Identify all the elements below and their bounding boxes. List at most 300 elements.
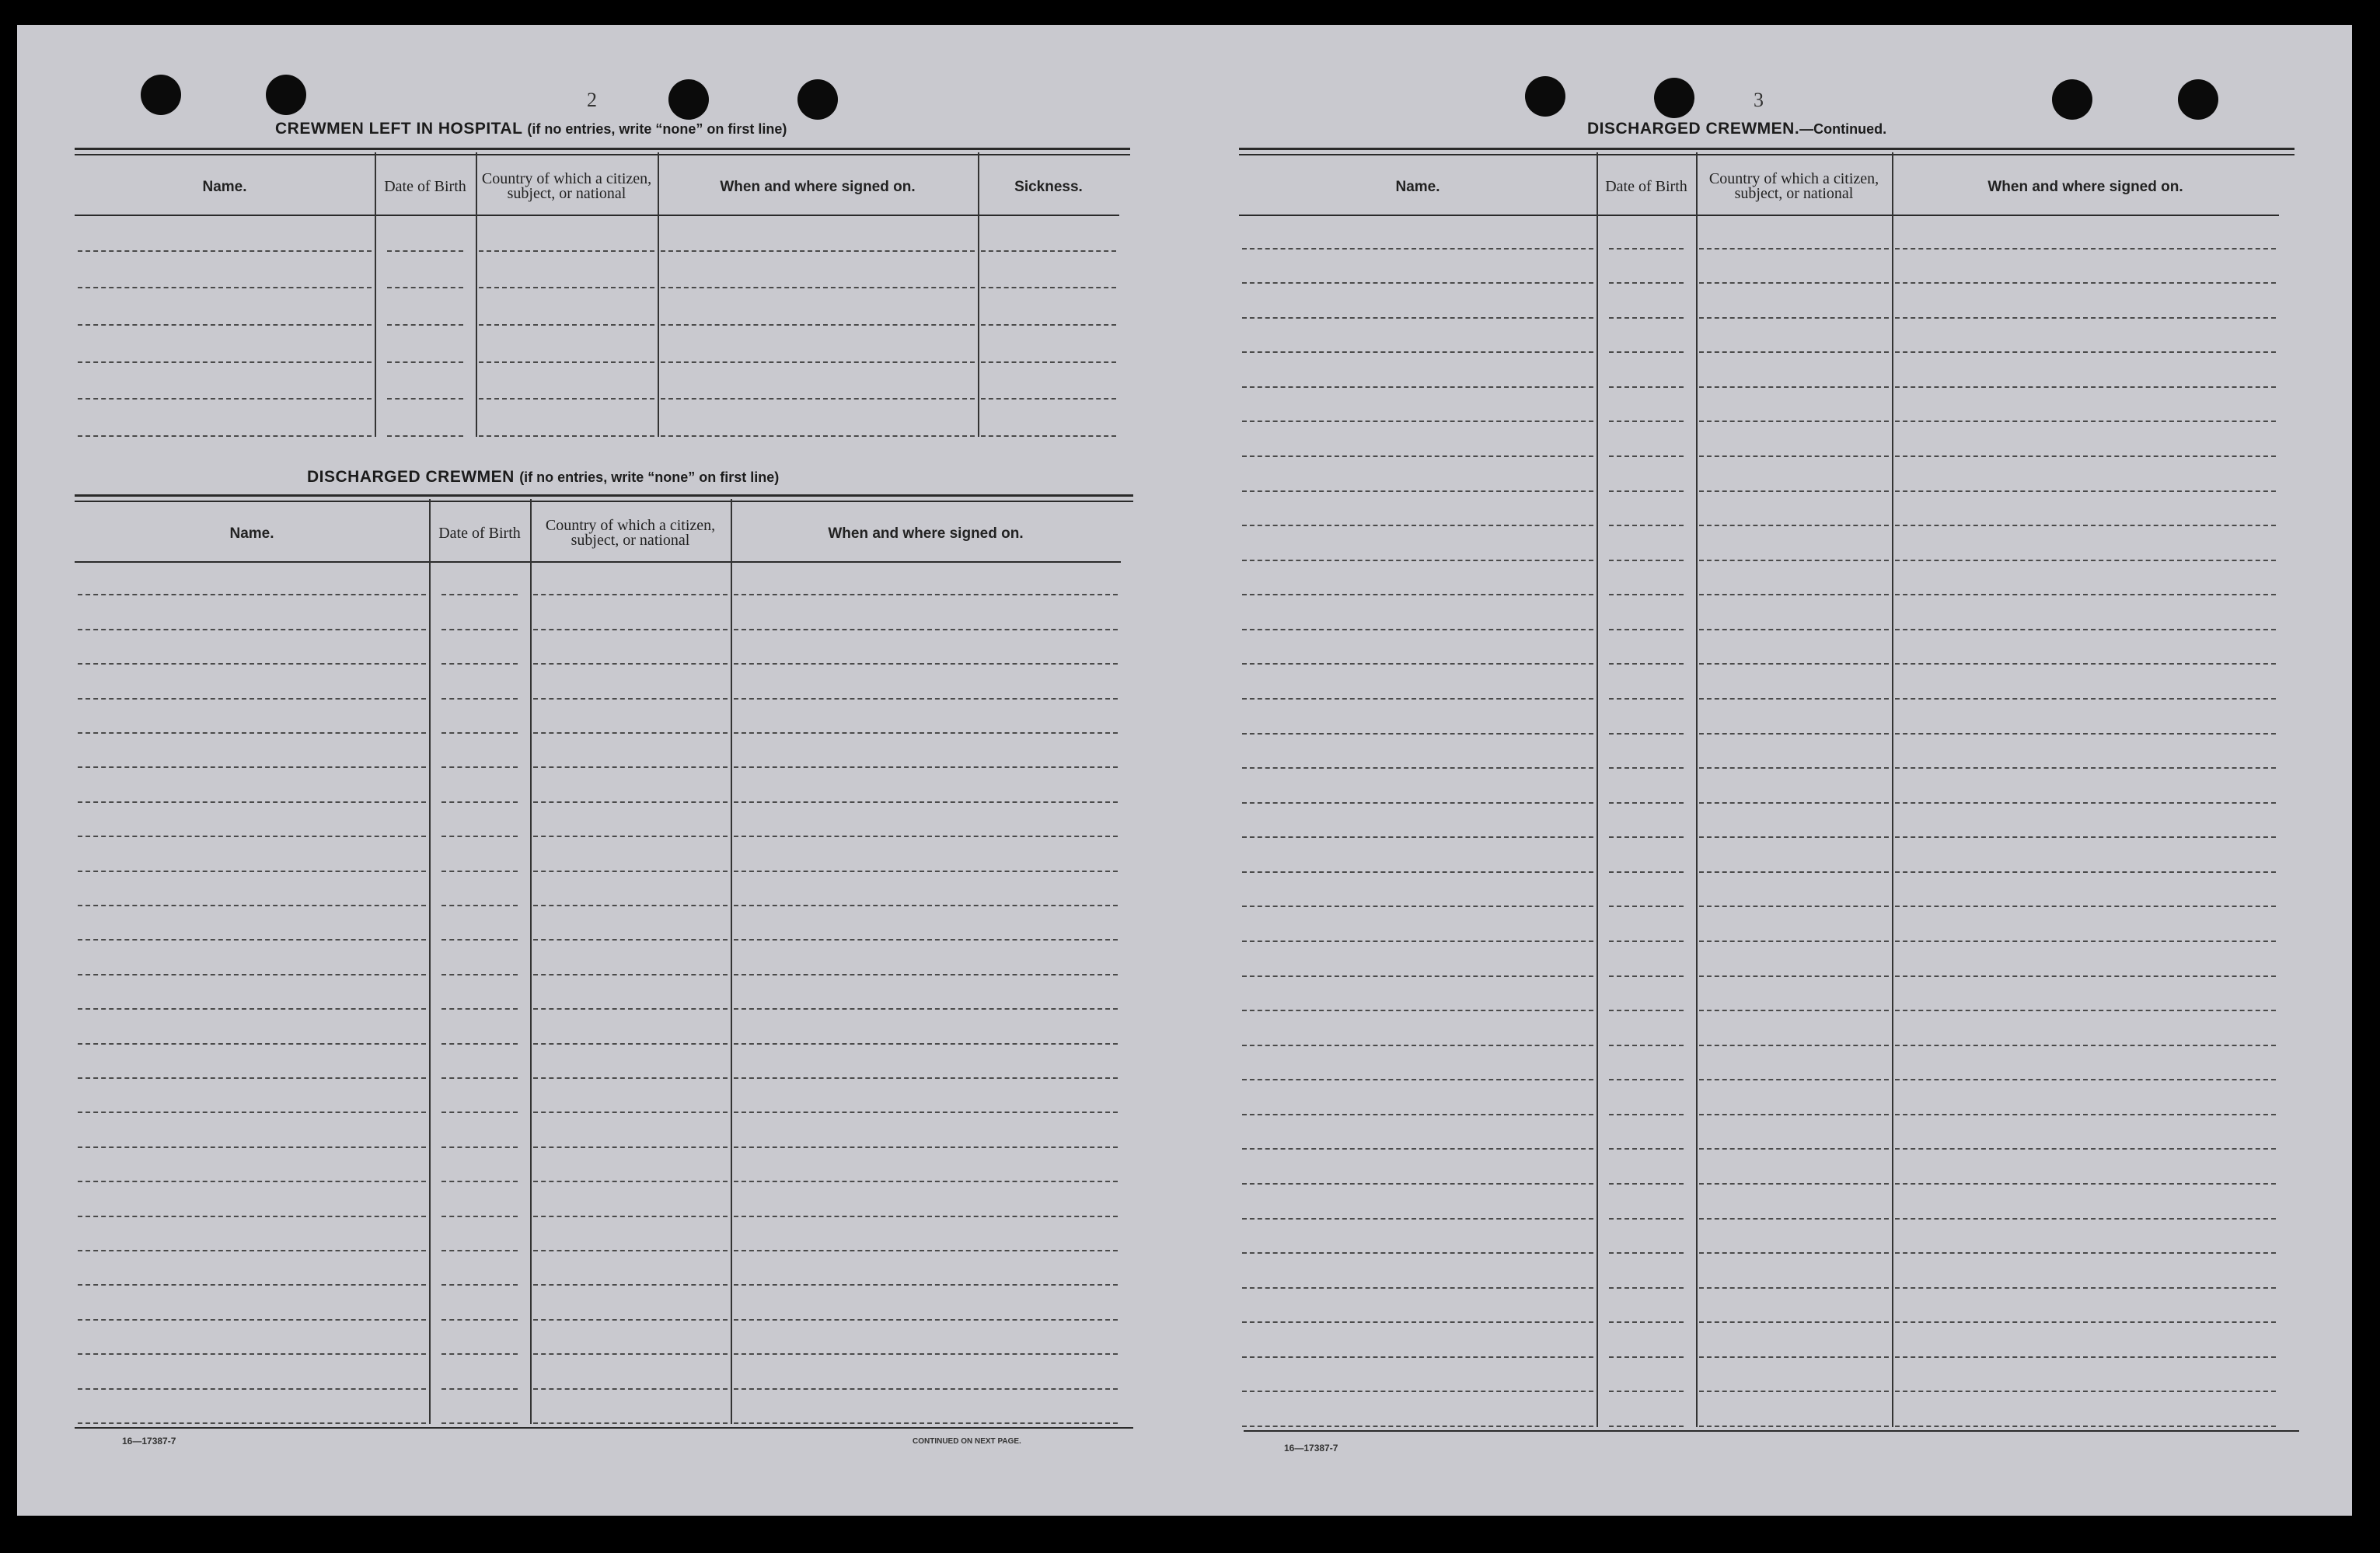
column-header-signed-on: When and where signed on. bbox=[1987, 178, 2183, 195]
entry-line[interactable] bbox=[441, 1250, 518, 1251]
entry-line[interactable] bbox=[78, 287, 372, 288]
entry-line[interactable] bbox=[1699, 733, 1889, 735]
entry-line[interactable] bbox=[1699, 1114, 1889, 1115]
entry-line[interactable] bbox=[734, 905, 1118, 906]
entry-line[interactable] bbox=[78, 1008, 426, 1010]
entry-line[interactable] bbox=[1609, 836, 1684, 838]
entry-line[interactable] bbox=[734, 1112, 1118, 1113]
entry-line[interactable] bbox=[1242, 1148, 1593, 1150]
entry-line[interactable] bbox=[78, 361, 372, 363]
entry-line[interactable] bbox=[78, 1388, 426, 1390]
entry-line[interactable] bbox=[479, 287, 654, 288]
entry-line[interactable] bbox=[1699, 455, 1889, 457]
entry-line[interactable] bbox=[1699, 836, 1889, 838]
entry-line[interactable] bbox=[78, 398, 372, 400]
entry-line[interactable] bbox=[533, 1077, 728, 1079]
entry-line[interactable] bbox=[734, 1008, 1118, 1010]
entry-line[interactable] bbox=[1609, 490, 1684, 492]
entry-line[interactable] bbox=[533, 1250, 728, 1251]
entry-line[interactable] bbox=[1242, 1079, 1593, 1080]
header-bottom-rule bbox=[75, 215, 1119, 216]
entry-line[interactable] bbox=[78, 732, 426, 734]
entry-line[interactable] bbox=[1895, 698, 2276, 700]
column-header-country: Country of which a citizen, subject, or national bbox=[1708, 170, 1879, 202]
entry-line[interactable] bbox=[78, 905, 426, 906]
entry-line[interactable] bbox=[1609, 282, 1684, 284]
entry-line[interactable] bbox=[1699, 421, 1889, 422]
entry-line[interactable] bbox=[1242, 906, 1593, 907]
entry-line[interactable] bbox=[1699, 1287, 1889, 1289]
entry-line[interactable] bbox=[533, 1146, 728, 1148]
entry-line[interactable] bbox=[78, 1181, 426, 1182]
entry-line[interactable] bbox=[1895, 733, 2276, 735]
entry-line[interactable] bbox=[78, 1319, 426, 1321]
column-divider bbox=[1597, 152, 1598, 1427]
entry-line[interactable] bbox=[533, 974, 728, 975]
column-header-date-of-birth: Date of Birth bbox=[1605, 177, 1687, 195]
entry-line[interactable] bbox=[661, 250, 975, 252]
entry-line[interactable] bbox=[1699, 1183, 1889, 1185]
entry-line[interactable] bbox=[78, 1112, 426, 1113]
entry-line[interactable] bbox=[661, 398, 975, 400]
left-bottom-rule bbox=[75, 1427, 1133, 1429]
entry-line[interactable] bbox=[734, 663, 1118, 665]
entry-line[interactable] bbox=[734, 1216, 1118, 1217]
entry-line[interactable] bbox=[479, 435, 654, 437]
entry-line[interactable] bbox=[1609, 248, 1684, 250]
entry-line[interactable] bbox=[479, 398, 654, 400]
entry-line[interactable] bbox=[1699, 490, 1889, 492]
entry-line[interactable] bbox=[981, 398, 1116, 400]
entry-line[interactable] bbox=[533, 663, 728, 665]
entry-line[interactable] bbox=[1699, 906, 1889, 907]
entry-line[interactable] bbox=[1699, 1218, 1889, 1220]
column-header-country: Country of which a citizen, subject, or national bbox=[545, 517, 716, 549]
entry-line[interactable] bbox=[1895, 629, 2276, 630]
entry-line[interactable] bbox=[1699, 1321, 1889, 1323]
entry-line[interactable] bbox=[78, 629, 426, 630]
entry-line[interactable] bbox=[78, 1043, 426, 1045]
entry-line[interactable] bbox=[1895, 1287, 2276, 1289]
entry-line[interactable] bbox=[1609, 698, 1684, 700]
entry-line[interactable] bbox=[533, 1422, 728, 1424]
entry-line[interactable] bbox=[1699, 1356, 1889, 1358]
entry-line[interactable] bbox=[734, 1284, 1118, 1286]
entry-line[interactable] bbox=[1699, 663, 1889, 665]
entry-line[interactable] bbox=[533, 1353, 728, 1355]
entry-line[interactable] bbox=[1699, 1426, 1889, 1427]
entry-line[interactable] bbox=[1242, 836, 1593, 838]
discharged-section-title bbox=[307, 468, 779, 487]
entry-line[interactable] bbox=[1699, 525, 1889, 526]
column-header-name: Name. bbox=[202, 178, 247, 195]
entry-line[interactable] bbox=[1242, 560, 1593, 561]
entry-line[interactable] bbox=[533, 1319, 728, 1321]
entry-line[interactable] bbox=[1609, 906, 1684, 907]
entry-line[interactable] bbox=[441, 974, 518, 975]
page-number-left: 2 bbox=[587, 89, 597, 111]
entry-line[interactable] bbox=[441, 766, 518, 768]
entry-line[interactable] bbox=[78, 663, 426, 665]
entry-line[interactable] bbox=[1895, 351, 2276, 353]
entry-line[interactable] bbox=[1242, 525, 1593, 526]
entry-line[interactable] bbox=[441, 1353, 518, 1355]
entry-line[interactable] bbox=[1895, 1183, 2276, 1185]
entry-line[interactable] bbox=[78, 1077, 426, 1079]
column-header-signed-on: When and where signed on. bbox=[720, 178, 916, 195]
entry-line[interactable] bbox=[1895, 871, 2276, 873]
entry-line[interactable] bbox=[1242, 455, 1593, 457]
entry-line[interactable] bbox=[1242, 1321, 1593, 1323]
entry-line[interactable] bbox=[441, 1319, 518, 1321]
entry-line[interactable] bbox=[734, 1319, 1118, 1321]
entry-line[interactable] bbox=[1699, 871, 1889, 873]
entry-line[interactable] bbox=[1609, 1252, 1684, 1254]
column-divider bbox=[731, 499, 732, 1424]
entry-line[interactable] bbox=[1242, 421, 1593, 422]
entry-line[interactable] bbox=[441, 1388, 518, 1390]
entry-line[interactable] bbox=[533, 1043, 728, 1045]
entry-line[interactable] bbox=[78, 435, 372, 437]
entry-line[interactable] bbox=[1895, 1010, 2276, 1011]
entry-line[interactable] bbox=[1895, 1426, 2276, 1427]
entry-line[interactable] bbox=[441, 594, 518, 595]
entry-line[interactable] bbox=[78, 1216, 426, 1217]
entry-line[interactable] bbox=[533, 1284, 728, 1286]
entry-line[interactable] bbox=[1699, 248, 1889, 250]
entry-line[interactable] bbox=[441, 1284, 518, 1286]
entry-line[interactable] bbox=[78, 1284, 426, 1286]
entry-line[interactable] bbox=[1242, 1010, 1593, 1011]
entry-line[interactable] bbox=[1699, 629, 1889, 630]
column-divider bbox=[375, 152, 376, 437]
entry-line[interactable] bbox=[1895, 767, 2276, 769]
entry-line[interactable] bbox=[441, 1181, 518, 1182]
entry-line[interactable] bbox=[1242, 941, 1593, 942]
entry-line[interactable] bbox=[1609, 1356, 1684, 1358]
entry-line[interactable] bbox=[533, 1112, 728, 1113]
entry-line[interactable] bbox=[479, 324, 654, 326]
column-divider bbox=[1696, 152, 1698, 1427]
entry-line[interactable] bbox=[1699, 1252, 1889, 1254]
entry-line[interactable] bbox=[981, 324, 1116, 326]
entry-line[interactable] bbox=[1242, 1252, 1593, 1254]
entry-line[interactable] bbox=[441, 1043, 518, 1045]
entry-line[interactable] bbox=[441, 801, 518, 803]
entry-line[interactable] bbox=[78, 250, 372, 252]
entry-line[interactable] bbox=[441, 663, 518, 665]
hospital-top-rule-inner bbox=[75, 154, 1130, 155]
entry-line[interactable] bbox=[661, 324, 975, 326]
entry-line[interactable] bbox=[1609, 663, 1684, 665]
entry-line[interactable] bbox=[1895, 1079, 2276, 1080]
entry-line[interactable] bbox=[533, 871, 728, 872]
entry-line[interactable] bbox=[479, 250, 654, 252]
entry-line[interactable] bbox=[734, 836, 1118, 837]
entry-line[interactable] bbox=[441, 905, 518, 906]
entry-line[interactable] bbox=[1699, 975, 1889, 977]
entry-line[interactable] bbox=[734, 1146, 1118, 1148]
entry-line[interactable] bbox=[387, 250, 463, 252]
entry-line[interactable] bbox=[1699, 1045, 1889, 1046]
entry-line[interactable] bbox=[533, 905, 728, 906]
column-header-name: Name. bbox=[229, 525, 274, 542]
entry-line[interactable] bbox=[78, 1250, 426, 1251]
entry-line[interactable] bbox=[1895, 455, 2276, 457]
punch-hole bbox=[266, 75, 306, 115]
entry-line[interactable] bbox=[1242, 1426, 1593, 1427]
entry-line[interactable] bbox=[1895, 836, 2276, 838]
entry-line[interactable] bbox=[533, 629, 728, 630]
entry-line[interactable] bbox=[1242, 1218, 1593, 1220]
entry-line[interactable] bbox=[1895, 1218, 2276, 1220]
entry-line[interactable] bbox=[981, 435, 1116, 437]
entry-line[interactable] bbox=[533, 1216, 728, 1217]
entry-line[interactable] bbox=[1242, 733, 1593, 735]
entry-line[interactable] bbox=[1895, 386, 2276, 388]
entry-line[interactable] bbox=[533, 1388, 728, 1390]
entry-line[interactable] bbox=[533, 836, 728, 837]
entry-line[interactable] bbox=[78, 801, 426, 803]
entry-line[interactable] bbox=[1895, 317, 2276, 319]
entry-line[interactable] bbox=[1609, 802, 1684, 804]
entry-line[interactable] bbox=[1609, 1079, 1684, 1080]
entry-line[interactable] bbox=[441, 1077, 518, 1079]
entry-line[interactable] bbox=[1895, 1114, 2276, 1115]
entry-line[interactable] bbox=[1895, 802, 2276, 804]
entry-line[interactable] bbox=[1242, 317, 1593, 319]
entry-line[interactable] bbox=[1895, 248, 2276, 250]
right-bottom-rule bbox=[1244, 1430, 2299, 1432]
entry-line[interactable] bbox=[441, 1112, 518, 1113]
entry-line[interactable] bbox=[1609, 1391, 1684, 1392]
entry-line[interactable] bbox=[1609, 1148, 1684, 1150]
entry-line[interactable] bbox=[1699, 1391, 1889, 1392]
entry-line[interactable] bbox=[533, 939, 728, 941]
entry-line[interactable] bbox=[661, 361, 975, 363]
entry-line[interactable] bbox=[1242, 1391, 1593, 1392]
entry-line[interactable] bbox=[533, 1008, 728, 1010]
entry-line[interactable] bbox=[441, 732, 518, 734]
entry-line[interactable] bbox=[1609, 525, 1684, 526]
entry-line[interactable] bbox=[1609, 1426, 1684, 1427]
header-bottom-rule bbox=[1239, 215, 2279, 216]
entry-line[interactable] bbox=[661, 435, 975, 437]
discharged-continued-title bbox=[1587, 120, 1886, 138]
discharged-top-rule-inner bbox=[75, 501, 1133, 502]
entry-line[interactable] bbox=[1609, 629, 1684, 630]
entry-line[interactable] bbox=[1242, 975, 1593, 977]
entry-line[interactable] bbox=[734, 1181, 1118, 1182]
entry-line[interactable] bbox=[1699, 594, 1889, 595]
entry-line[interactable] bbox=[441, 1008, 518, 1010]
entry-line[interactable] bbox=[1699, 1010, 1889, 1011]
entry-line[interactable] bbox=[1609, 733, 1684, 735]
entry-line[interactable] bbox=[734, 732, 1118, 734]
entry-line[interactable] bbox=[1895, 1148, 2276, 1150]
entry-line[interactable] bbox=[734, 801, 1118, 803]
entry-line[interactable] bbox=[441, 629, 518, 630]
entry-line[interactable] bbox=[1609, 941, 1684, 942]
entry-line[interactable] bbox=[78, 1146, 426, 1148]
entry-line[interactable] bbox=[1895, 1252, 2276, 1254]
entry-line[interactable] bbox=[1609, 1218, 1684, 1220]
entry-line[interactable] bbox=[387, 324, 463, 326]
entry-line[interactable] bbox=[1609, 1114, 1684, 1115]
form-sheet bbox=[17, 25, 2352, 1516]
entry-line[interactable] bbox=[734, 629, 1118, 630]
entry-line[interactable] bbox=[1242, 1183, 1593, 1185]
entry-line[interactable] bbox=[734, 939, 1118, 941]
entry-line[interactable] bbox=[1242, 802, 1593, 804]
entry-line[interactable] bbox=[1242, 871, 1593, 873]
entry-line[interactable] bbox=[734, 594, 1118, 595]
entry-line[interactable] bbox=[1895, 594, 2276, 595]
entry-line[interactable] bbox=[1699, 317, 1889, 319]
entry-line[interactable] bbox=[1699, 802, 1889, 804]
entry-line[interactable] bbox=[1609, 1010, 1684, 1011]
entry-line[interactable] bbox=[1895, 1391, 2276, 1392]
entry-line[interactable] bbox=[533, 801, 728, 803]
entry-line[interactable] bbox=[1895, 1356, 2276, 1358]
entry-line[interactable] bbox=[1609, 767, 1684, 769]
entry-line[interactable] bbox=[78, 594, 426, 595]
entry-line[interactable] bbox=[734, 1353, 1118, 1355]
entry-line[interactable] bbox=[78, 766, 426, 768]
entry-line[interactable] bbox=[1699, 941, 1889, 942]
entry-line[interactable] bbox=[734, 1422, 1118, 1424]
entry-line[interactable] bbox=[1242, 1356, 1593, 1358]
entry-line[interactable] bbox=[734, 1250, 1118, 1251]
entry-line[interactable] bbox=[734, 1388, 1118, 1390]
entry-line[interactable] bbox=[981, 250, 1116, 252]
column-header-date-of-birth: Date of Birth bbox=[438, 524, 521, 542]
entry-line[interactable] bbox=[981, 361, 1116, 363]
entry-line[interactable] bbox=[1242, 1045, 1593, 1046]
entry-line[interactable] bbox=[533, 698, 728, 700]
entry-line[interactable] bbox=[78, 1353, 426, 1355]
entry-line[interactable] bbox=[1699, 1148, 1889, 1150]
entry-line[interactable] bbox=[387, 287, 463, 288]
entry-line[interactable] bbox=[1242, 490, 1593, 492]
entry-line[interactable] bbox=[1242, 698, 1593, 700]
entry-line[interactable] bbox=[734, 1043, 1118, 1045]
entry-line[interactable] bbox=[78, 324, 372, 326]
entry-line[interactable] bbox=[1895, 525, 2276, 526]
entry-line[interactable] bbox=[1609, 1287, 1684, 1289]
entry-line[interactable] bbox=[479, 361, 654, 363]
entry-line[interactable] bbox=[1609, 871, 1684, 873]
entry-line[interactable] bbox=[981, 287, 1116, 288]
entry-line[interactable] bbox=[441, 698, 518, 700]
entry-line[interactable] bbox=[1609, 421, 1684, 422]
entry-line[interactable] bbox=[78, 871, 426, 872]
discharged-instruction: (if no entries, write “none” on first line) bbox=[519, 469, 780, 485]
entry-line[interactable] bbox=[1895, 906, 2276, 907]
punch-hole bbox=[2178, 79, 2218, 120]
entry-line[interactable] bbox=[441, 1216, 518, 1217]
entry-line[interactable] bbox=[441, 836, 518, 837]
column-divider bbox=[1892, 152, 1893, 1427]
entry-line[interactable] bbox=[1609, 560, 1684, 561]
entry-line[interactable] bbox=[1699, 560, 1889, 561]
entry-line[interactable] bbox=[533, 732, 728, 734]
entry-line[interactable] bbox=[78, 698, 426, 700]
entry-line[interactable] bbox=[661, 287, 975, 288]
discharged-title-text: DISCHARGED CREWMEN bbox=[307, 468, 515, 486]
entry-line[interactable] bbox=[1895, 282, 2276, 284]
entry-line[interactable] bbox=[1895, 975, 2276, 977]
entry-line[interactable] bbox=[1609, 317, 1684, 319]
entry-line[interactable] bbox=[441, 1422, 518, 1424]
entry-line[interactable] bbox=[1609, 1045, 1684, 1046]
entry-line[interactable] bbox=[78, 939, 426, 941]
entry-line[interactable] bbox=[78, 1422, 426, 1424]
entry-line[interactable] bbox=[78, 836, 426, 837]
entry-line[interactable] bbox=[1609, 1321, 1684, 1323]
entry-line[interactable] bbox=[1242, 282, 1593, 284]
entry-line[interactable] bbox=[1699, 767, 1889, 769]
entry-line[interactable] bbox=[441, 1146, 518, 1148]
entry-line[interactable] bbox=[734, 766, 1118, 768]
punch-hole bbox=[1525, 76, 1565, 117]
entry-line[interactable] bbox=[1895, 421, 2276, 422]
entry-line[interactable] bbox=[1895, 1045, 2276, 1046]
entry-line[interactable] bbox=[1609, 455, 1684, 457]
entry-line[interactable] bbox=[441, 871, 518, 872]
entry-line[interactable] bbox=[1609, 975, 1684, 977]
entry-line[interactable] bbox=[533, 1181, 728, 1182]
entry-line[interactable] bbox=[1242, 767, 1593, 769]
entry-line[interactable] bbox=[1242, 594, 1593, 595]
entry-line[interactable] bbox=[1699, 1079, 1889, 1080]
entry-line[interactable] bbox=[1699, 386, 1889, 388]
entry-line[interactable] bbox=[441, 939, 518, 941]
entry-line[interactable] bbox=[1699, 282, 1889, 284]
entry-line[interactable] bbox=[734, 871, 1118, 872]
entry-line[interactable] bbox=[1242, 663, 1593, 665]
entry-line[interactable] bbox=[1242, 248, 1593, 250]
entry-line[interactable] bbox=[1609, 351, 1684, 353]
entry-line[interactable] bbox=[1242, 1114, 1593, 1115]
entry-line[interactable] bbox=[1609, 1183, 1684, 1185]
entry-line[interactable] bbox=[1609, 386, 1684, 388]
form-number-left: 16—17387-7 bbox=[122, 1436, 176, 1447]
entry-line[interactable] bbox=[1699, 698, 1889, 700]
entry-line[interactable] bbox=[1242, 351, 1593, 353]
entry-line[interactable] bbox=[387, 435, 463, 437]
entry-line[interactable] bbox=[1895, 1321, 2276, 1323]
entry-line[interactable] bbox=[1895, 490, 2276, 492]
entry-line[interactable] bbox=[1895, 560, 2276, 561]
entry-line[interactable] bbox=[1895, 941, 2276, 942]
entry-line[interactable] bbox=[533, 766, 728, 768]
entry-line[interactable] bbox=[1242, 629, 1593, 630]
continued-note: CONTINUED ON NEXT PAGE. bbox=[913, 1437, 1021, 1446]
entry-line[interactable] bbox=[78, 974, 426, 975]
entry-line[interactable] bbox=[387, 361, 463, 363]
entry-line[interactable] bbox=[1699, 351, 1889, 353]
entry-line[interactable] bbox=[734, 974, 1118, 975]
entry-line[interactable] bbox=[734, 1077, 1118, 1079]
entry-line[interactable] bbox=[1242, 1287, 1593, 1289]
entry-line[interactable] bbox=[1242, 386, 1593, 388]
entry-line[interactable] bbox=[387, 398, 463, 400]
entry-line[interactable] bbox=[1609, 594, 1684, 595]
entry-line[interactable] bbox=[1895, 663, 2276, 665]
entry-line[interactable] bbox=[734, 698, 1118, 700]
entry-line[interactable] bbox=[533, 594, 728, 595]
